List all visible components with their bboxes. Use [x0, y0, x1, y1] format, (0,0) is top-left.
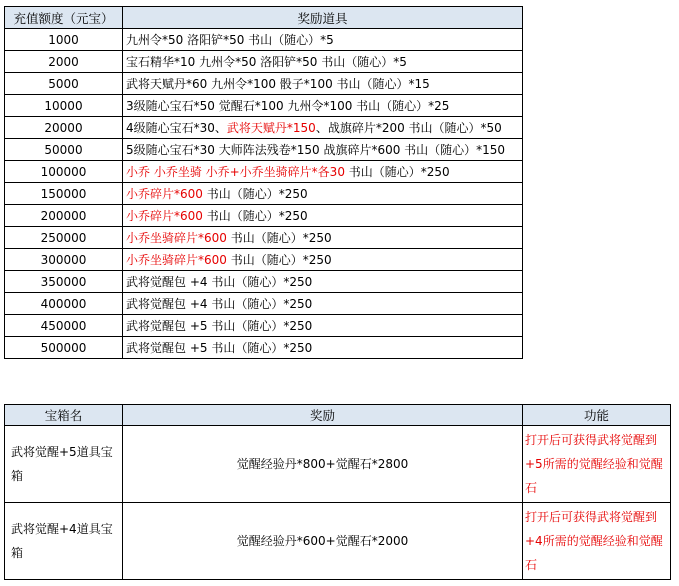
header-box-reward: 奖励	[123, 405, 523, 426]
table-row	[5, 139, 523, 161]
table-row	[5, 73, 523, 95]
highlighted-reward-text: 小乔坐骑碎片*600	[126, 253, 227, 267]
reward-text: 、战旗碎片*200 书山（随心）*50	[315, 121, 502, 135]
reward-items	[123, 161, 523, 183]
reward-items	[123, 139, 523, 161]
table-row	[5, 227, 523, 249]
table-row	[5, 249, 523, 271]
reward-items	[123, 73, 523, 95]
recharge-table-body	[5, 29, 523, 359]
highlighted-reward-text: 小乔坐骑碎片*600	[126, 231, 227, 245]
table-row	[5, 161, 523, 183]
treasure-box-table	[4, 404, 671, 580]
recharge-amount: 20000	[5, 117, 123, 139]
recharge-amount: 50000	[5, 139, 123, 161]
table-row	[5, 117, 523, 139]
table-header-row	[5, 405, 671, 426]
reward-text: 3级随心宝石*50 觉醒石*100 九州令*100 书山（随心）*25	[126, 99, 450, 113]
reward-text: 武将觉醒包 +5 书山（随心）*250	[126, 319, 313, 333]
reward-items	[123, 293, 523, 315]
reward-text: 5级随心宝石*30 大师阵法残卷*150 战旗碎片*600 书山（随心）*150	[126, 143, 506, 157]
recharge-amount: 450000	[5, 315, 123, 337]
reward-items	[123, 205, 523, 227]
reward-text: 武将觉醒包 +4 书山（随心）*250	[126, 297, 313, 311]
box-reward: 觉醒经验丹*600+觉醒石*2000	[123, 503, 523, 580]
table-row	[5, 51, 523, 73]
table-row	[5, 337, 523, 359]
highlighted-reward-text: 武将天赋丹*150	[226, 121, 316, 135]
header-box-name: 宝箱名	[5, 405, 123, 426]
reward-text: 武将天赋丹*60 九州令*100 骰子*100 书山（随心）*15	[126, 77, 430, 91]
reward-text: 宝石精华*10 九州令*50 洛阳铲*50 书山（随心）*5	[126, 55, 407, 69]
recharge-amount: 300000	[5, 249, 123, 271]
table-row	[5, 315, 523, 337]
box-name: 武将觉醒+5道具宝箱	[5, 426, 123, 503]
recharge-amount: 500000	[5, 337, 123, 359]
reward-items	[123, 337, 523, 359]
reward-text: 武将觉醒包 +5 书山（随心）*250	[126, 341, 313, 355]
recharge-amount: 1000	[5, 29, 123, 51]
box-table-body	[5, 426, 671, 580]
reward-items	[123, 117, 523, 139]
reward-text: 书山（随心）*250	[344, 165, 450, 179]
highlighted-reward-text: 小乔碎片*600	[126, 187, 203, 201]
table-header-row	[5, 7, 523, 29]
header-box-function: 功能	[523, 405, 671, 426]
table-row	[5, 205, 523, 227]
reward-text: 九州令*50 洛阳铲*50 书山（随心）*5	[126, 33, 334, 47]
reward-items	[123, 95, 523, 117]
recharge-amount: 250000	[5, 227, 123, 249]
recharge-amount: 10000	[5, 95, 123, 117]
reward-text: 书山（随心）*250	[202, 209, 308, 223]
recharge-reward-table	[4, 6, 523, 359]
table-row	[5, 271, 523, 293]
recharge-amount: 200000	[5, 205, 123, 227]
recharge-amount: 2000	[5, 51, 123, 73]
table-row	[5, 293, 523, 315]
table-row	[5, 95, 523, 117]
reward-items	[123, 271, 523, 293]
recharge-amount: 150000	[5, 183, 123, 205]
highlighted-reward-text: 小乔碎片*600	[126, 209, 203, 223]
reward-items	[123, 227, 523, 249]
header-recharge-amount: 充值额度（元宝）	[5, 7, 123, 29]
reward-text: 4级随心宝石*30、	[126, 121, 227, 135]
table-row	[5, 503, 671, 580]
reward-items	[123, 29, 523, 51]
recharge-amount: 5000	[5, 73, 123, 95]
highlighted-reward-text: 小乔 小乔坐骑 小乔+小乔坐骑碎片*各30	[126, 165, 345, 179]
table-row	[5, 183, 523, 205]
box-name: 武将觉醒+4道具宝箱	[5, 503, 123, 580]
box-reward: 觉醒经验丹*800+觉醒石*2800	[123, 426, 523, 503]
reward-text: 书山（随心）*250	[226, 253, 332, 267]
header-reward-items: 奖励道具	[123, 7, 523, 29]
box-function: 打开后可获得武将觉醒到+5所需的觉醒经验和觉醒石	[523, 426, 671, 503]
reward-items	[123, 183, 523, 205]
reward-text: 武将觉醒包 +4 书山（随心）*250	[126, 275, 313, 289]
reward-text: 书山（随心）*250	[226, 231, 332, 245]
recharge-amount: 100000	[5, 161, 123, 183]
box-function: 打开后可获得武将觉醒到+4所需的觉醒经验和觉醒石	[523, 503, 671, 580]
reward-text: 书山（随心）*250	[202, 187, 308, 201]
reward-items	[123, 51, 523, 73]
recharge-amount: 350000	[5, 271, 123, 293]
reward-items	[123, 249, 523, 271]
table-row	[5, 426, 671, 503]
reward-items	[123, 315, 523, 337]
table-row	[5, 29, 523, 51]
recharge-amount: 400000	[5, 293, 123, 315]
